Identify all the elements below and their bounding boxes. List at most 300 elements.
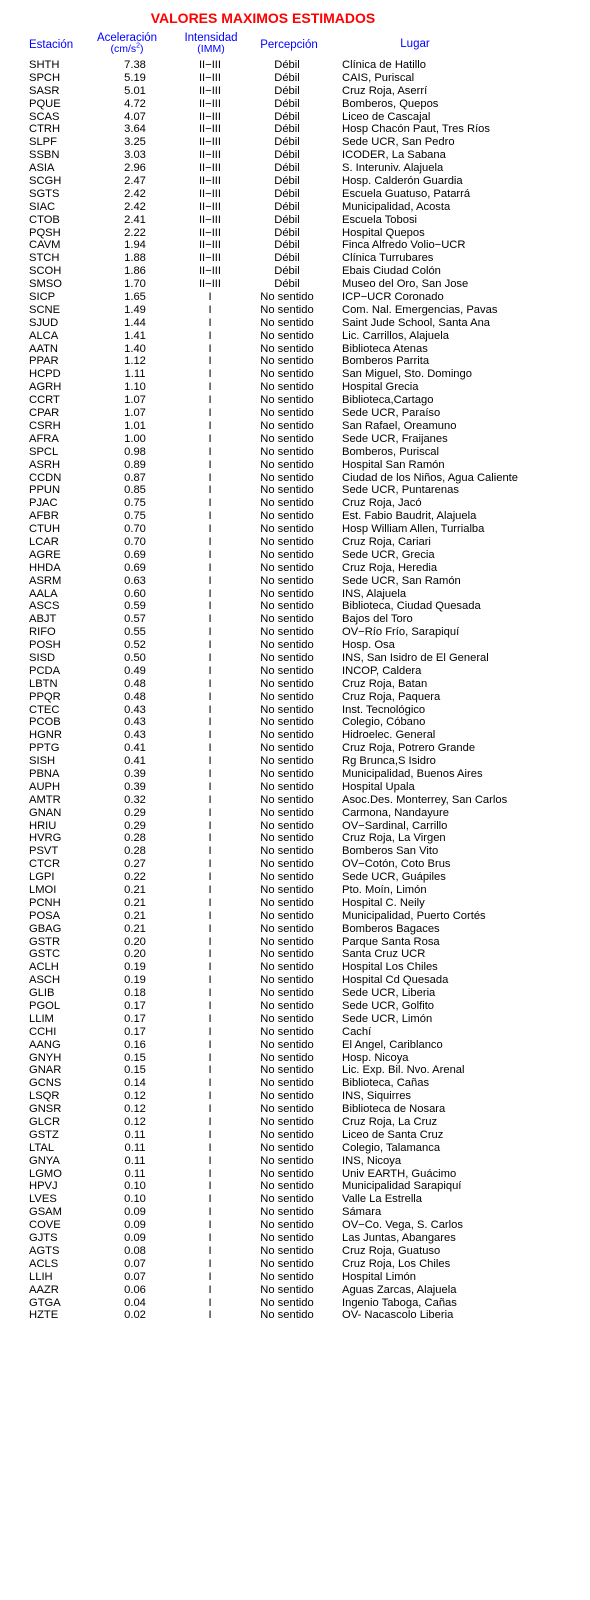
acceleration-value: 1.00 <box>124 432 146 445</box>
perception-value: No sentido <box>260 497 314 510</box>
perception-value: No sentido <box>260 922 314 935</box>
intensity-value: I <box>208 1193 212 1206</box>
table-row <box>0 1000 590 1013</box>
perception-value: No sentido <box>260 1206 314 1219</box>
perception-value: No sentido <box>260 613 314 626</box>
intensity-value: I <box>208 896 212 909</box>
perception-value: Débil <box>274 162 300 175</box>
table-row <box>0 239 590 252</box>
location-name: Cruz Roja, La Virgen <box>342 832 446 845</box>
station-code: RIFO <box>29 626 56 639</box>
table-row <box>0 691 590 704</box>
location-name: Bajos del Toro <box>342 613 413 626</box>
perception-value: Débil <box>274 84 300 97</box>
location-name: Sede UCR, Puntarenas <box>342 484 459 497</box>
station-code: PJAC <box>29 497 58 510</box>
acceleration-value: 0.55 <box>124 626 146 639</box>
station-code: SPCL <box>29 445 59 458</box>
station-code: LGPI <box>29 871 55 884</box>
table-row <box>0 523 590 536</box>
table-row <box>0 613 590 626</box>
station-code: GSTZ <box>29 1128 59 1141</box>
perception-value: No sentido <box>260 394 314 407</box>
perception-value: No sentido <box>260 1051 314 1064</box>
acceleration-value: 1.07 <box>124 394 146 407</box>
perception-value: No sentido <box>260 767 314 780</box>
intensity-value: I <box>208 1116 212 1129</box>
perception-value: No sentido <box>260 1141 314 1154</box>
table-row <box>0 768 590 781</box>
station-code: HPVJ <box>29 1180 58 1193</box>
intensity-value: I <box>208 613 212 626</box>
perception-value: No sentido <box>260 1090 314 1103</box>
acceleration-value: 1.40 <box>124 342 146 355</box>
station-code: ASCH <box>29 974 61 987</box>
location-name: Hospital Los Chiles <box>342 961 438 974</box>
perception-value: No sentido <box>260 871 314 884</box>
acceleration-value: 0.17 <box>124 1000 146 1013</box>
location-name: Liceo de Cascajal <box>342 110 431 123</box>
station-code: HVRG <box>29 832 62 845</box>
station-code: SSBN <box>29 149 60 162</box>
acceleration-value: 0.29 <box>124 806 146 819</box>
station-code: ACLH <box>29 961 59 974</box>
location-name: Ebais Ciudad Colón <box>342 265 441 278</box>
acceleration-value: 0.11 <box>124 1128 146 1141</box>
acceleration-value: 2.47 <box>124 175 146 188</box>
acceleration-value: 1.11 <box>124 368 146 381</box>
table-row <box>0 794 590 807</box>
perception-value: No sentido <box>260 884 314 896</box>
location-name: Cruz Roja, Paquera <box>342 690 441 703</box>
table-row <box>0 252 590 265</box>
intensity-value: I <box>208 793 212 806</box>
intensity-value: I <box>208 909 212 922</box>
acceleration-value: 0.50 <box>124 651 146 664</box>
station-code: AFBR <box>29 510 59 523</box>
station-code: CCDN <box>29 471 62 484</box>
intensity-value: I <box>208 664 212 677</box>
station-code: GTGA <box>29 1296 61 1309</box>
acceleration-value: 1.94 <box>124 239 146 252</box>
table-row <box>0 1155 590 1168</box>
table-row <box>0 884 590 897</box>
acceleration-value: 0.15 <box>124 1051 146 1064</box>
acceleration-value: 1.86 <box>124 265 146 278</box>
perception-value: No sentido <box>260 1270 314 1283</box>
acceleration-value: 2.22 <box>124 226 146 239</box>
station-code: CTEC <box>29 703 60 716</box>
station-code: LGMO <box>29 1167 62 1180</box>
intensity-value: II−III <box>198 200 222 213</box>
acceleration-value: 0.21 <box>124 884 146 896</box>
acceleration-value: 2.42 <box>124 200 146 213</box>
acceleration-value: 0.19 <box>124 961 146 974</box>
station-code: GNAN <box>29 806 62 819</box>
location-name: OV−Cotón, Coto Brus <box>342 858 451 871</box>
location-name: ICP−UCR Coronado <box>342 291 444 304</box>
table-row <box>0 832 590 845</box>
station-code: HHDA <box>29 561 61 574</box>
table-row <box>0 188 590 201</box>
table-row <box>0 665 590 678</box>
station-code: CTOB <box>29 213 60 226</box>
location-name: INS, Alajuela <box>342 587 407 600</box>
perception-value: Débil <box>274 71 300 84</box>
station-code: POSA <box>29 909 61 922</box>
intensity-value: I <box>208 587 212 600</box>
location-name: ICODER, La Sabana <box>342 149 446 162</box>
table-row <box>0 72 590 85</box>
station-code: CTUH <box>29 523 61 536</box>
acceleration-value: 0.17 <box>124 1012 146 1025</box>
intensity-value: I <box>208 858 212 871</box>
intensity-value: I <box>208 458 212 471</box>
station-code: LCAR <box>29 535 59 548</box>
perception-value: No sentido <box>260 1167 314 1180</box>
perception-value: No sentido <box>260 806 314 819</box>
perception-value: No sentido <box>260 1103 314 1116</box>
station-code: SLPF <box>29 136 57 149</box>
intensity-value: II−III <box>198 84 222 97</box>
table-row <box>0 678 590 691</box>
table-row <box>0 1219 590 1232</box>
location-name: Cruz Roja, Potrero Grande <box>342 742 476 755</box>
perception-value: No sentido <box>260 291 314 304</box>
table-row <box>0 149 590 162</box>
perception-value: Débil <box>274 187 300 200</box>
perception-value: No sentido <box>260 845 314 858</box>
intensity-value: I <box>208 626 212 639</box>
table-row <box>0 1284 590 1297</box>
location-name: OV−Río Frío, Sarapiquí <box>342 626 460 639</box>
perception-value: Débil <box>274 213 300 226</box>
location-name: Est. Fabio Baudrit, Alajuela <box>342 510 477 523</box>
location-name: Biblioteca de Nosara <box>342 1103 446 1116</box>
table-row <box>0 961 590 974</box>
station-code: PPQR <box>29 690 61 703</box>
perception-value: No sentido <box>260 961 314 974</box>
station-code: CTRH <box>29 123 61 136</box>
station-code: PQUE <box>29 97 61 110</box>
station-code: LTAL <box>29 1141 55 1154</box>
table-row <box>0 562 590 575</box>
station-code: POSH <box>29 639 61 652</box>
table-row <box>0 136 590 149</box>
table-row <box>0 948 590 961</box>
acceleration-value: 0.41 <box>124 742 146 755</box>
location-name: Sede UCR, Liberia <box>342 987 436 1000</box>
intensity-value: I <box>208 471 212 484</box>
intensity-value: I <box>208 1219 212 1232</box>
location-name: Hosp Chacón Paut, Tres Ríos <box>342 123 490 136</box>
table-row <box>0 1206 590 1219</box>
perception-value: Débil <box>274 175 300 188</box>
location-name: Bomberos, Puriscal <box>342 445 439 458</box>
station-code: GNSR <box>29 1103 62 1116</box>
intensity-value: I <box>208 432 212 445</box>
location-name: Lic. Exp. Bil. Nvo. Arenal <box>342 1064 465 1077</box>
acceleration-value: 0.14 <box>124 1077 146 1090</box>
station-code: SJUD <box>29 316 59 329</box>
station-code: ALCA <box>29 329 59 342</box>
acceleration-value: 1.70 <box>124 278 146 291</box>
perception-value: No sentido <box>260 1244 314 1257</box>
table-row <box>0 600 590 613</box>
station-code: ACLS <box>29 1257 59 1270</box>
perception-value: No sentido <box>260 1296 314 1309</box>
perception-value: No sentido <box>260 909 314 922</box>
station-code: SHTH <box>29 59 60 71</box>
station-code: GLIB <box>29 987 55 1000</box>
location-name: Cruz Roja, Guatuso <box>342 1244 441 1257</box>
location-name: OV- Nacascolo Liberia <box>342 1309 454 1322</box>
intensity-value: I <box>208 742 212 755</box>
table-row <box>0 214 590 227</box>
table-row <box>0 974 590 987</box>
location-name: Biblioteca,Cartago <box>342 394 434 407</box>
intensity-value: II−III <box>198 59 222 71</box>
station-code: LLIH <box>29 1270 53 1283</box>
location-name: Escuela Tobosi <box>342 213 418 226</box>
station-code: ABJT <box>29 613 57 626</box>
acceleration-value: 0.70 <box>124 535 146 548</box>
perception-value: No sentido <box>260 1219 314 1232</box>
station-code: PGOL <box>29 1000 61 1013</box>
acceleration-value: 0.09 <box>124 1219 146 1232</box>
station-code: ASRM <box>29 574 62 587</box>
station-code: AANG <box>29 1038 61 1051</box>
location-name: Rg Brunca,S Isidro <box>342 755 436 768</box>
perception-value: Débil <box>274 252 300 265</box>
station-code: HGNR <box>29 729 62 742</box>
location-name: Museo del Oro, San Jose <box>342 278 469 291</box>
table-row <box>0 1064 590 1077</box>
acceleration-value: 3.25 <box>124 136 146 149</box>
table-row <box>0 923 590 936</box>
location-name: Sámara <box>342 1206 382 1219</box>
perception-value: No sentido <box>260 677 314 690</box>
perception-value: No sentido <box>260 858 314 871</box>
intensity-value: I <box>208 780 212 793</box>
perception-value: No sentido <box>260 987 314 1000</box>
table-row <box>0 175 590 188</box>
intensity-value: I <box>208 1090 212 1103</box>
table-row <box>0 85 590 98</box>
intensity-value: I <box>208 1180 212 1193</box>
location-name: Hospital Upala <box>342 780 415 793</box>
location-name: Las Juntas, Abangares <box>342 1232 456 1245</box>
table-row <box>0 1039 590 1052</box>
perception-value: Débil <box>274 200 300 213</box>
location-name: Lic. Carrillos, Alajuela <box>342 329 449 342</box>
table-row <box>0 291 590 304</box>
station-code: SPCH <box>29 71 61 84</box>
table-row <box>0 1129 590 1142</box>
location-name: Ingenio Taboga, Cañas <box>342 1296 457 1309</box>
station-code: GNYA <box>29 1154 60 1167</box>
location-name: Liceo de Santa Cruz <box>342 1128 444 1141</box>
table-row <box>0 1180 590 1193</box>
intensity-value: I <box>208 1012 212 1025</box>
table-row <box>0 1013 590 1026</box>
perception-value: Débil <box>274 226 300 239</box>
location-name: Municipalidad, Buenos Aires <box>342 767 483 780</box>
table-row <box>0 1077 590 1090</box>
perception-value: No sentido <box>260 716 314 729</box>
perception-value: No sentido <box>260 1257 314 1270</box>
station-code: AFRA <box>29 432 59 445</box>
header-estacion: Estación <box>29 39 74 51</box>
acceleration-value: 0.11 <box>124 1154 146 1167</box>
location-name: San Rafael, Oreamuno <box>342 419 457 432</box>
acceleration-value: 0.11 <box>124 1141 146 1154</box>
perception-value: No sentido <box>260 574 314 587</box>
station-code: SCAS <box>29 110 60 123</box>
location-name: Biblioteca Atenas <box>342 342 428 355</box>
intensity-value: I <box>208 381 212 394</box>
location-name: Sede UCR, Paraíso <box>342 407 441 420</box>
intensity-value: I <box>208 716 212 729</box>
perception-value: No sentido <box>260 1000 314 1013</box>
perception-value: No sentido <box>260 1077 314 1090</box>
location-name: Hosp. Calderón Guardia <box>342 175 463 188</box>
acceleration-value: 3.03 <box>124 149 146 162</box>
location-name: Cruz Roja, Batan <box>342 677 428 690</box>
intensity-value: I <box>208 832 212 845</box>
location-name: Hidroelec. General <box>342 729 436 742</box>
location-name: Cruz Roja, Aserrí <box>342 84 428 97</box>
perception-value: No sentido <box>260 1309 314 1322</box>
intensity-value: I <box>208 922 212 935</box>
location-name: Biblioteca, Ciudad Quesada <box>342 600 481 613</box>
station-code: CSRH <box>29 419 61 432</box>
station-code: SASR <box>29 84 60 97</box>
perception-value: No sentido <box>260 458 314 471</box>
header-unit-exponent: 2 <box>136 42 141 50</box>
table-header <box>0 33 590 61</box>
station-code: GSAM <box>29 1206 62 1219</box>
location-name: Pto. Moín, Limón <box>342 884 427 896</box>
intensity-value: I <box>208 445 212 458</box>
acceleration-value: 4.72 <box>124 97 146 110</box>
intensity-value: I <box>208 394 212 407</box>
station-code: SIAC <box>29 200 56 213</box>
location-name: Cruz Roja, La Cruz <box>342 1116 438 1129</box>
table-row <box>0 1026 590 1039</box>
table-row <box>0 807 590 820</box>
acceleration-value: 1.07 <box>124 407 146 420</box>
header-unit-prefix: (cm/s <box>110 43 137 55</box>
location-name: Valle La Estrella <box>342 1193 423 1206</box>
perception-value: No sentido <box>260 523 314 536</box>
intensity-value: I <box>208 561 212 574</box>
intensity-value: I <box>208 767 212 780</box>
perception-value: No sentido <box>260 484 314 497</box>
station-code: GLCR <box>29 1116 61 1129</box>
table-body <box>0 59 590 1322</box>
location-name: Hospital C. Neily <box>342 896 425 909</box>
acceleration-value: 0.08 <box>124 1244 146 1257</box>
header-intensidad-label: Intensidad <box>184 32 238 44</box>
table-row <box>0 1168 590 1181</box>
location-name: Cachí <box>342 1025 372 1038</box>
table-row <box>0 536 590 549</box>
intensity-value: I <box>208 974 212 987</box>
station-code: AGRE <box>29 548 61 561</box>
acceleration-value: 1.12 <box>124 355 146 368</box>
acceleration-value: 1.49 <box>124 303 146 316</box>
intensity-value: I <box>208 755 212 768</box>
acceleration-value: 0.19 <box>124 974 146 987</box>
acceleration-value: 1.88 <box>124 252 146 265</box>
intensity-value: I <box>208 690 212 703</box>
header-unit-suffix: ) <box>140 43 144 55</box>
location-name: Sede UCR, Fraijanes <box>342 432 448 445</box>
acceleration-value: 0.75 <box>124 497 146 510</box>
station-code: LLIM <box>29 1012 54 1025</box>
intensity-value: I <box>208 884 212 896</box>
station-code: SCOH <box>29 265 62 278</box>
intensity-value: I <box>208 342 212 355</box>
acceleration-value: 0.57 <box>124 613 146 626</box>
intensity-value: I <box>208 368 212 381</box>
location-name: Hosp William Allen, Turrialba <box>342 523 485 536</box>
acceleration-value: 0.12 <box>124 1116 146 1129</box>
table-row <box>0 987 590 1000</box>
location-name: Cruz Roja, Heredia <box>342 561 438 574</box>
acceleration-value: 5.01 <box>124 84 146 97</box>
perception-value: Débil <box>274 110 300 123</box>
station-code: PCNH <box>29 896 61 909</box>
table-row <box>0 484 590 497</box>
station-code: ASIA <box>29 162 55 175</box>
acceleration-value: 0.21 <box>124 909 146 922</box>
acceleration-value: 0.02 <box>124 1309 146 1322</box>
intensity-value: II−III <box>198 71 222 84</box>
intensity-value: I <box>208 574 212 587</box>
acceleration-value: 0.21 <box>124 922 146 935</box>
perception-value: No sentido <box>260 1193 314 1206</box>
station-code: PSVT <box>29 845 59 858</box>
table-row <box>0 729 590 742</box>
acceleration-value: 0.48 <box>124 690 146 703</box>
table-row <box>0 1193 590 1206</box>
perception-value: No sentido <box>260 1232 314 1245</box>
location-name: Cruz Roja, Los Chiles <box>342 1257 451 1270</box>
perception-value: No sentido <box>260 587 314 600</box>
perception-value: No sentido <box>260 1283 314 1296</box>
table-row <box>0 1103 590 1116</box>
table-row <box>0 98 590 111</box>
table-row <box>0 330 590 343</box>
acceleration-value: 0.70 <box>124 523 146 536</box>
intensity-value: II−III <box>198 239 222 252</box>
table-row <box>0 227 590 240</box>
location-name: Inst. Tecnológico <box>342 703 426 716</box>
location-name: Parque Santa Rosa <box>342 935 440 948</box>
location-name: El Angel, Cariblanco <box>342 1038 443 1051</box>
acceleration-value: 0.32 <box>124 793 146 806</box>
location-name: Bomberos San Vito <box>342 845 439 858</box>
station-code: AATN <box>29 342 59 355</box>
perception-value: Débil <box>274 149 300 162</box>
intensity-value: I <box>208 1270 212 1283</box>
table-row <box>0 304 590 317</box>
acceleration-value: 0.43 <box>124 729 146 742</box>
intensity-value: I <box>208 806 212 819</box>
intensity-value: I <box>208 548 212 561</box>
